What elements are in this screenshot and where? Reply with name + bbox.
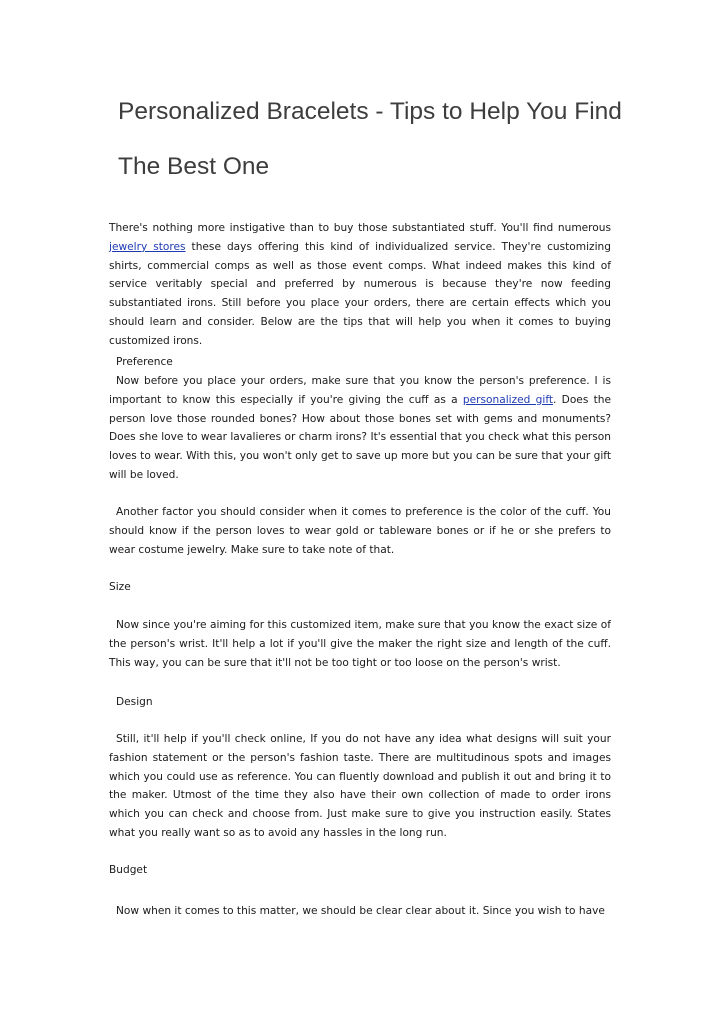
design-paragraph: Still, it'll help if you'll check online, If you do not have any idea what designs will suit your fashion statement or the person's fashion taste. There are multitudinous spots and images which you could use as reference. You can fluently download and publish it out and bring it to the maker. Utmost of the time they also have their own collection of made to order irons which you can check and choose from. Just make sure to give you instruction easily. States what you really want so as to avoid any hassles in the long run. <box>109 733 611 839</box>
jewelry-stores-link[interactable]: jewelry stores <box>109 240 186 253</box>
intro-paragraph <box>109 219 611 351</box>
preference-paragraph-1 <box>109 372 611 485</box>
intro-text-start: There's nothing more instigative than to buy those substantiated stuff. You'll find numerous <box>109 222 611 234</box>
page-title: Personalized Bracelets - Tips to Help You Find The Best One <box>118 98 622 180</box>
preference-text-end: . Does the person love those rounded bones? How about those bones set with gems and monuments? Does she love to wear lavalieres or charm irons? It's essential that you check what this person loves to wear. With this, you won't only get to save up more but you can be sure that your gift will be loved. <box>109 393 611 481</box>
intro-text-end: these days offering this kind of individualized service. They're customizing shirts, commercial comps as well as those event comps. What indeed makes this kind of service veritably special and preferred by numerous is because they're now feeding substantiated irons. Still before you place your orders, there are certain effects which you should learn and consider. Below are the tips that will help you when it comes to buying customized irons. <box>109 240 611 347</box>
personalized-gift-link[interactable]: personalized gift <box>462 393 554 406</box>
budget-heading: Budget <box>109 864 148 876</box>
design-heading: Design <box>116 696 153 708</box>
preference-text-start: Now before you place your orders, make sure that you know the person's preference. I is important to know this especially if you're giving the cuff as a <box>109 375 611 406</box>
budget-paragraph: Now when it comes to this matter, we should be clear clear about it. Since you wish to have <box>116 905 605 917</box>
size-heading: Size <box>109 581 131 593</box>
size-paragraph: Now since you're aiming for this customized item, make sure that you know the exact size of the person's wrist. It'll help a lot if you'll give the maker the right size and length of the cuff. This way, you can be sure that it'll not be too tight or too loose on the person's wrist. <box>109 619 611 669</box>
preference-paragraph-2: Another factor you should consider when it comes to preference is the color of the cuff. You should know if the person loves to wear gold or tableware bones or if he or she prefers to wear costume jewelry. Make sure to take note of that. <box>109 506 611 556</box>
preference-heading: Preference <box>116 356 173 368</box>
